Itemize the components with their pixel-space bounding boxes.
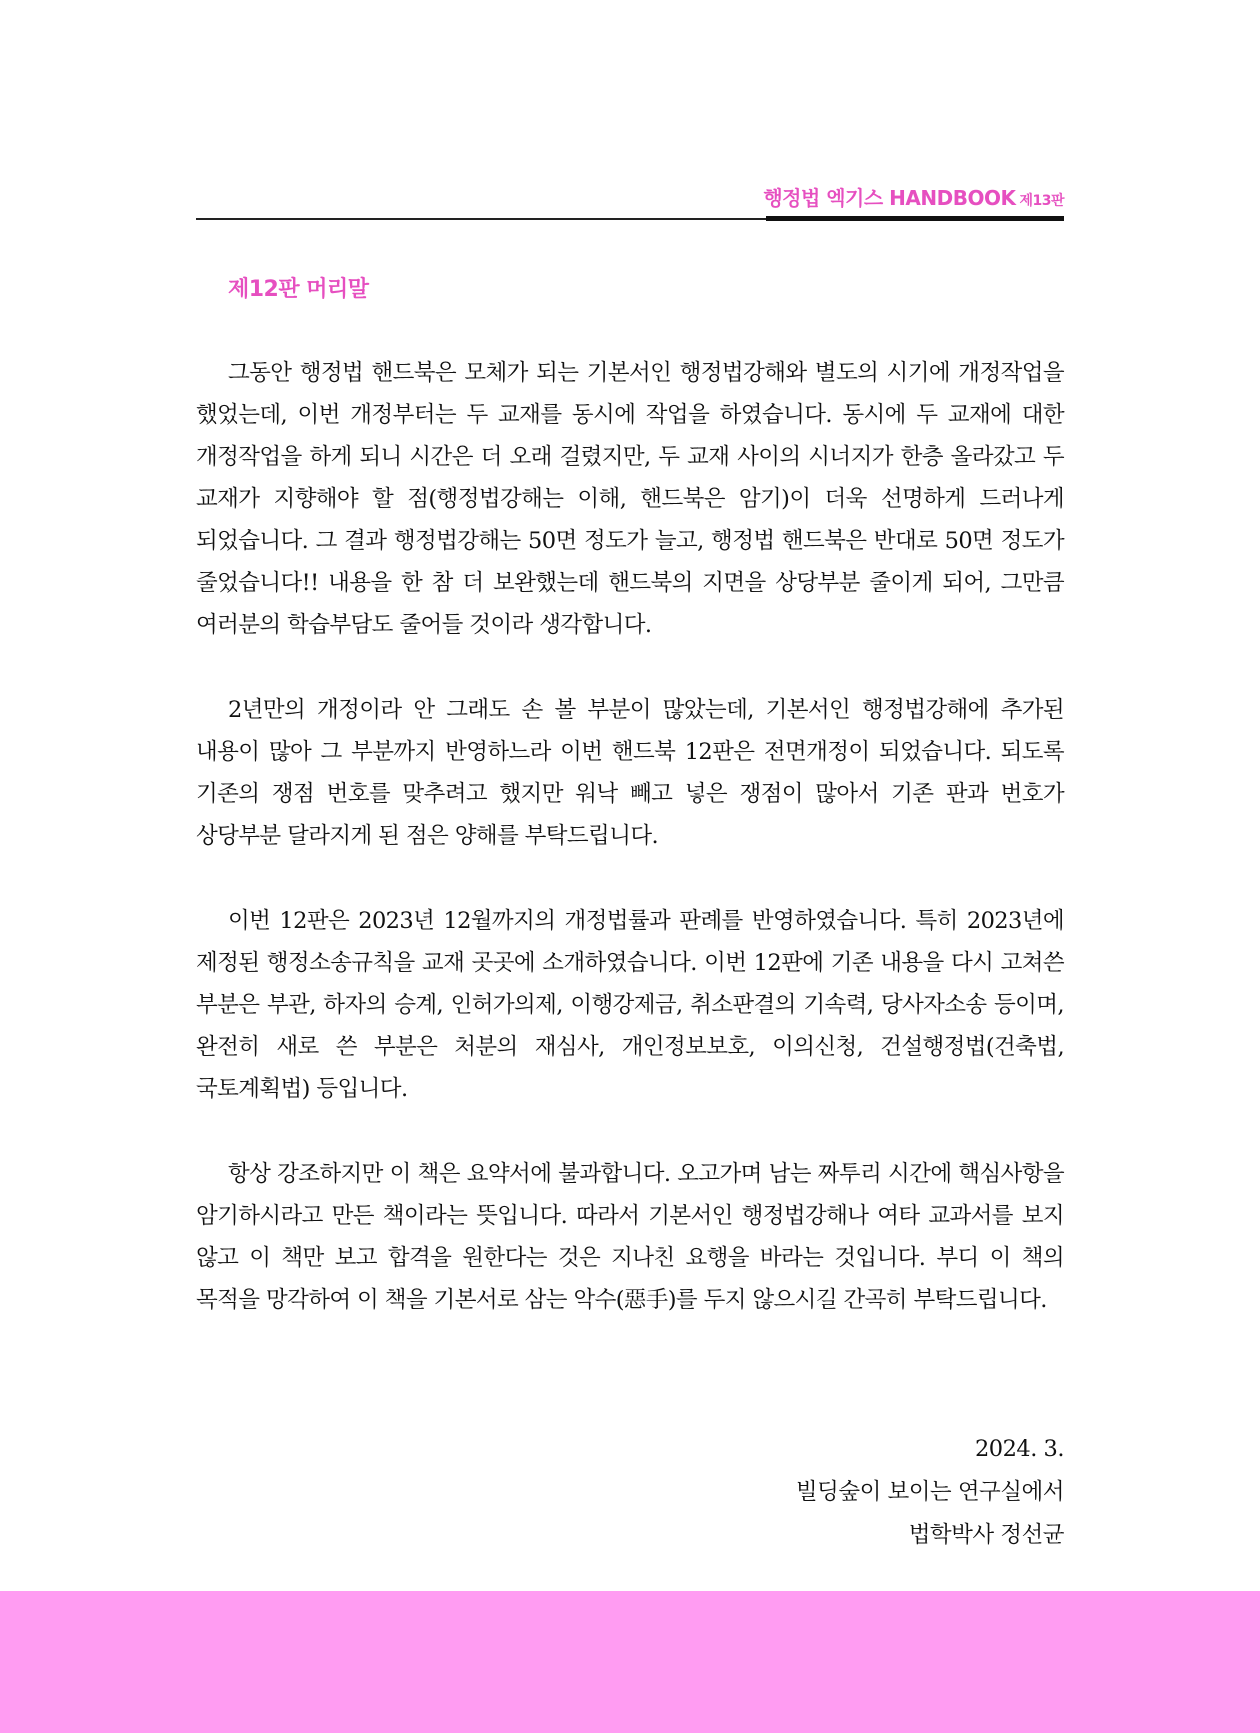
section-title: 제12판 머리말: [228, 277, 369, 302]
page-header: [196, 176, 1064, 224]
paragraph-3: 이번 12판은 2023년 12월까지의 개정법률과 판례를 반영하였습니다. 특히 2023년에 제정된 행정소송규칙을 교재 곳곳에 소개하였습니다. 이번 12판에 기존 내용을 다시 고쳐쓴 부분은 부관, 하자의 승계, 인허가의제, 이행강제금, 취소판결의 기속력, 당사자소송 등이며, 완전히 새로 쓴 부분은 처분의 재심사, 개인정보보호, 이의신청, 건설행정법(건축법, 국토계획법) 등입니다.: [196, 908, 1064, 1102]
preface-body: [196, 352, 1064, 1364]
book-title-text: 행정법 엑기스 HANDBOOK: [763, 186, 1016, 210]
signature-block: [796, 1428, 1064, 1557]
signature-author: 법학박사 정선균: [908, 1522, 1064, 1548]
signature-date: 2024. 3.: [974, 1436, 1064, 1462]
header-divider-accent: [766, 216, 1064, 221]
paragraph-1: 그동안 행정법 핸드북은 모체가 되는 기본서인 행정법강해와 별도의 시기에 개정작업을 했었는데, 이번 개정부터는 두 교재를 동시에 작업을 하였습니다. 동시에 두 교재에 대한 개정작업을 하게 되니 시간은 더 오래 걸렸지만, 두 교재 사이의 시너지가 한층 올라갔고 두 교재가 지향해야 할 점(행정법강해는 이해, 핸드북은 암기)이 더욱 선명하게 드러나게 되었습니다. 그 결과 행정법강해는 50면 정도가 늘고, 행정법 핸드북은 반대로 50면 정도가 줄었습니다!! 내용을 한 참 더 보완했는데 핸드북의 지면을 상당부분 줄이게 되어, 그만큼 여러분의 학습부담도 줄어들 것이라 생각합니다.: [196, 360, 1064, 638]
book-title: [763, 182, 1064, 211]
footer-band: [0, 1591, 1260, 1733]
signature-place: 빌딩숲이 보이는 연구실에서: [795, 1479, 1064, 1505]
paragraph-4: 항상 강조하지만 이 책은 요약서에 불과합니다. 오고가며 남는 짜투리 시간에 핵심사항을 암기하시라고 만든 책이라는 뜻입니다. 따라서 기본서인 행정법강해나 여타 교과서를 보지 않고 이 책만 보고 합격을 원한다는 것은 지나친 요행을 바라는 것입니다. 부디 이 책의 목적을 망각하여 이 책을 기본서로 삼는 악수(惡手)를 두지 않으시길 간곡히 부탁드립니다.: [196, 1161, 1064, 1313]
paragraph-2: 2년만의 개정이라 안 그래도 손 볼 부분이 많았는데, 기본서인 행정법강해에 추가된 내용이 많아 그 부분까지 반영하느라 이번 핸드북 12판은 전면개정이 되었습니다. 되도록 기존의 쟁점 번호를 맞추려고 했지만 워낙 빼고 넣은 쟁점이 많아서 기존 판과 번호가 상당부분 달라지게 된 점은 양해를 부탁드립니다.: [196, 697, 1064, 849]
edition-label: 제13판: [1019, 193, 1064, 209]
